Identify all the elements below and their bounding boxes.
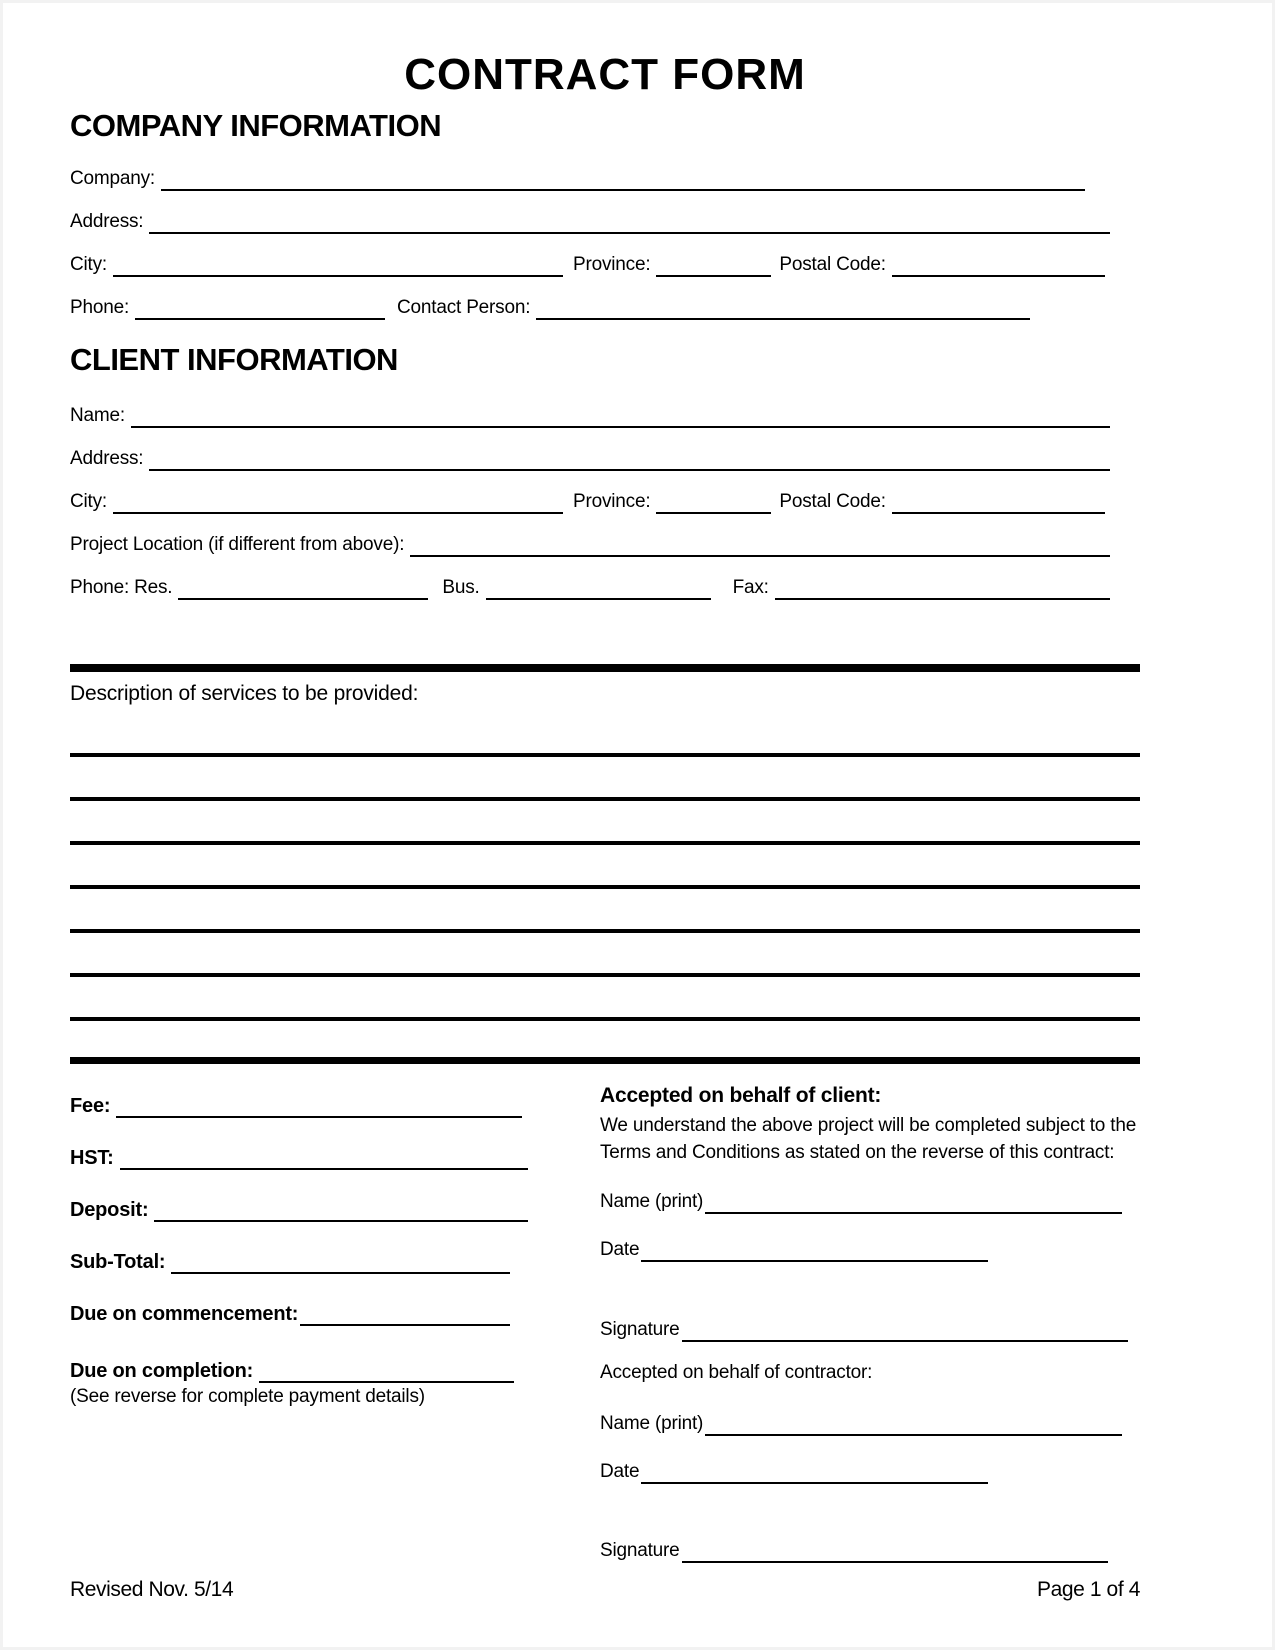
project-location-field[interactable] [410, 533, 1110, 557]
client-name-row [70, 402, 1110, 428]
client-city-field[interactable] [113, 490, 563, 514]
due-completion-row [70, 1357, 514, 1383]
contractor-date-field[interactable] [641, 1460, 988, 1484]
client-section-heading: CLIENT INFORMATION [70, 342, 398, 377]
company-section-heading: COMPANY INFORMATION [70, 108, 442, 143]
phone-res-label: Phone: Res. [70, 577, 173, 598]
contractor-signature-field[interactable] [682, 1539, 1108, 1563]
client-postal-code-field[interactable] [892, 490, 1105, 514]
company-postal-code-label: Postal Code: [779, 254, 886, 275]
company-phone-field[interactable] [135, 296, 385, 320]
fee-field[interactable] [116, 1094, 522, 1118]
accepted-client-heading: Accepted on behalf of client: [600, 1084, 882, 1107]
company-label: Company: [70, 168, 155, 189]
company-city-row [70, 251, 1105, 277]
company-city-label: City: [70, 254, 108, 275]
client-terms-text: We understand the above project will be completed subject to the Terms and Conditions as stated on the reverse of this contract: [600, 1115, 1137, 1163]
revised-date-text: Revised Nov. 5/14 [70, 1578, 234, 1601]
client-name-label: Name: [70, 405, 125, 426]
contractor-date-row [600, 1458, 988, 1484]
client-address-field[interactable] [149, 447, 1110, 471]
contractor-date-label: Date [600, 1461, 640, 1482]
services-writing-line-4[interactable] [70, 885, 1140, 889]
subtotal-row [70, 1248, 510, 1274]
client-city-row [70, 488, 1105, 514]
services-writing-line-1[interactable] [70, 753, 1140, 757]
client-date-row [600, 1236, 988, 1262]
company-address-row [70, 208, 1110, 234]
company-address-field[interactable] [149, 210, 1110, 234]
client-signature-row [600, 1316, 1128, 1342]
hst-field[interactable] [120, 1146, 528, 1170]
client-signature-label: Signature [600, 1319, 680, 1340]
contractor-name-print-label: Name (print) [600, 1413, 704, 1434]
company-province-field[interactable] [656, 253, 771, 277]
client-province-label: Province: [573, 491, 651, 512]
services-writing-line-3[interactable] [70, 841, 1140, 845]
services-writing-line-7[interactable] [70, 1017, 1140, 1021]
page-title: CONTRACT FORM [404, 50, 806, 99]
services-top-rule [70, 664, 1140, 672]
fee-row [70, 1092, 522, 1118]
client-phone-row [70, 574, 1110, 600]
company-city-field[interactable] [113, 253, 563, 277]
due-commencement-row [70, 1300, 510, 1326]
company-phone-label: Phone: [70, 297, 130, 318]
company-postal-code-field[interactable] [892, 253, 1105, 277]
client-date-label: Date [600, 1239, 640, 1260]
project-location-row [70, 531, 1110, 557]
client-name-print-row [600, 1188, 1122, 1214]
company-province-label: Province: [573, 254, 651, 275]
client-city-label: City: [70, 491, 108, 512]
subtotal-field[interactable] [171, 1250, 510, 1274]
client-signature-field[interactable] [682, 1318, 1128, 1342]
deposit-label: Deposit: [70, 1199, 149, 1221]
due-completion-field[interactable] [259, 1359, 514, 1383]
contractor-signature-label: Signature [600, 1540, 680, 1561]
contractor-name-print-field[interactable] [705, 1412, 1122, 1436]
client-address-label: Address: [70, 448, 144, 469]
client-name-print-field[interactable] [705, 1190, 1122, 1214]
accepted-contractor-heading: Accepted on behalf of contractor: [600, 1362, 873, 1383]
deposit-row [70, 1196, 528, 1222]
contractor-name-print-row [600, 1410, 1122, 1436]
contractor-signature-row [600, 1537, 1108, 1563]
hst-label: HST: [70, 1147, 114, 1169]
services-heading: Description of services to be provided: [70, 682, 419, 705]
project-location-label: Project Location (if different from above): [70, 534, 405, 555]
hst-row [70, 1144, 528, 1170]
company-address-label: Address: [70, 211, 144, 232]
services-writing-line-2[interactable] [70, 797, 1140, 801]
company-row [70, 165, 1085, 191]
services-writing-line-5[interactable] [70, 929, 1140, 933]
phone-bus-field[interactable] [486, 576, 711, 600]
contact-person-label: Contact Person: [397, 297, 531, 318]
fee-label: Fee: [70, 1095, 111, 1117]
page-number-text: Page 1 of 4 [1036, 1578, 1140, 1601]
client-name-print-label: Name (print) [600, 1191, 704, 1212]
see-reverse-note: (See reverse for complete payment details) [70, 1386, 425, 1407]
client-province-field[interactable] [656, 490, 771, 514]
due-completion-label: Due on completion: [70, 1360, 254, 1382]
client-date-field[interactable] [641, 1238, 988, 1262]
company-phone-row [70, 294, 1030, 320]
due-commencement-label: Due on commencement: [70, 1303, 299, 1325]
client-name-field[interactable] [131, 404, 1110, 428]
phone-bus-label: Bus. [442, 577, 480, 598]
company-field[interactable] [161, 167, 1085, 191]
client-address-row [70, 445, 1110, 471]
phone-res-field[interactable] [178, 576, 428, 600]
fax-label: Fax: [732, 577, 769, 598]
services-bottom-rule [70, 1057, 1140, 1064]
due-commencement-field[interactable] [300, 1302, 510, 1326]
client-postal-code-label: Postal Code: [779, 491, 886, 512]
subtotal-label: Sub-Total: [70, 1251, 166, 1273]
deposit-field[interactable] [154, 1198, 528, 1222]
services-writing-line-6[interactable] [70, 973, 1140, 977]
fax-field[interactable] [775, 576, 1110, 600]
contact-person-field[interactable] [536, 296, 1030, 320]
